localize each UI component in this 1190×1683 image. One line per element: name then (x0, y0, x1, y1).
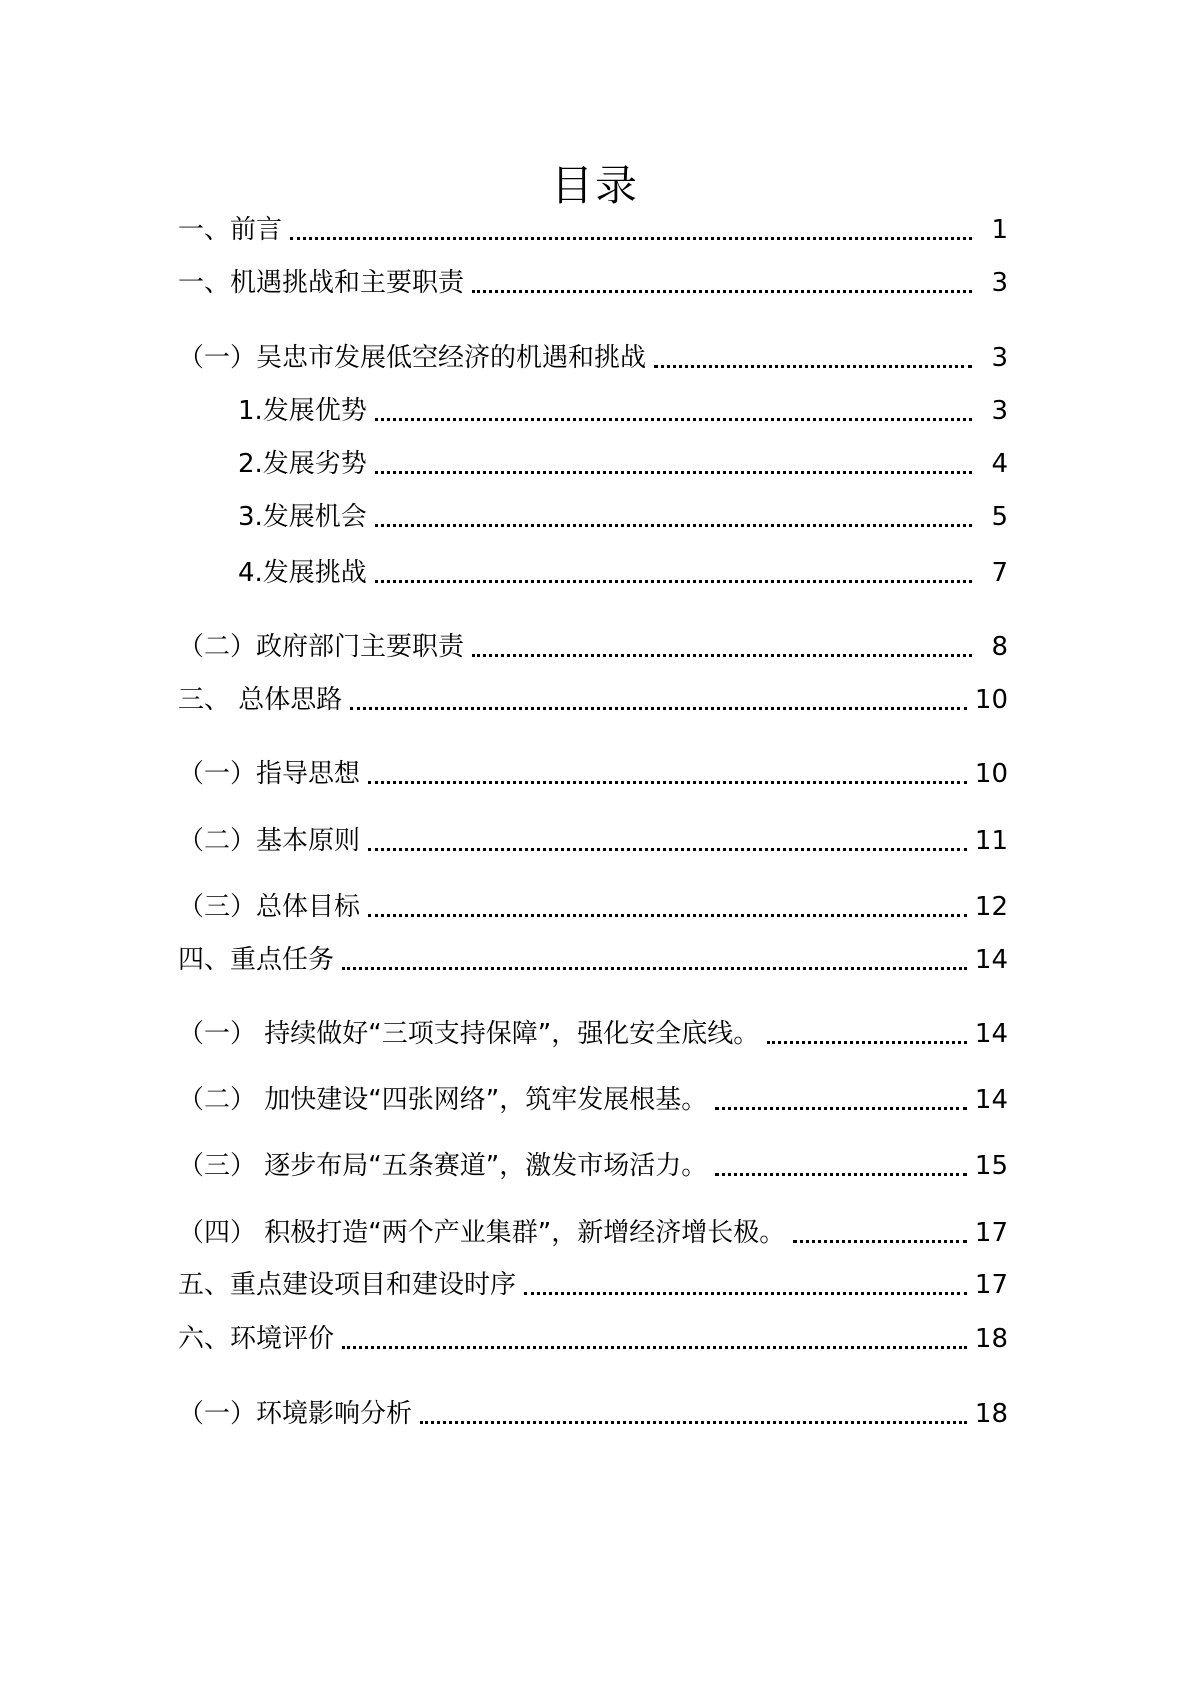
toc-leader-dots (715, 1173, 967, 1176)
toc-leader-dots (524, 1292, 967, 1295)
toc-page-number: 11 (974, 826, 1008, 856)
toc-entry-label: 1.发展优势 (238, 396, 367, 426)
toc-entry[interactable] (238, 444, 1008, 484)
toc-leader-dots (342, 1346, 967, 1349)
toc-entry[interactable] (178, 821, 1008, 861)
toc-entry-label: 一、前言 (178, 215, 283, 245)
toc-page-number: 7 (991, 558, 1008, 588)
toc-page-number: 15 (974, 1151, 1008, 1181)
toc-page-number: 14 (974, 1019, 1008, 1049)
toc-page-number: 4 (991, 449, 1008, 479)
toc-leader-dots (715, 1107, 967, 1110)
toc-entry-label: （一）吴忠市发展低空经济的机遇和挑战 (178, 343, 647, 373)
toc-entry[interactable] (178, 1265, 1008, 1305)
toc-page-number: 17 (974, 1218, 1008, 1248)
toc-entry-label: 2.发展劣势 (238, 449, 367, 479)
toc-entry[interactable] (238, 553, 1008, 593)
toc-entry-label: （一）指导思想 (178, 759, 361, 789)
toc-leader-dots (375, 471, 972, 474)
toc-leader-dots (342, 967, 967, 970)
toc-entry-label: 4.发展挑战 (238, 558, 367, 588)
toc-leader-dots (375, 418, 972, 421)
toc-entry-label: （二）基本原则 (178, 826, 361, 856)
toc-entry-label: （四） 积极打造“两个产业集群”，新增经济增长极。 (178, 1218, 786, 1248)
toc-entry[interactable] (178, 887, 1008, 927)
toc-page-number: 5 (991, 502, 1008, 532)
toc-leader-dots (793, 1240, 967, 1243)
toc-entry-label: 五、重点建设项目和建设时序 (178, 1270, 517, 1300)
toc-page-number: 12 (974, 892, 1008, 922)
toc-entry-label: （二）政府部门主要职责 (178, 632, 465, 662)
toc-leader-dots (368, 848, 967, 851)
toc-entry-label: （三）总体目标 (178, 892, 361, 922)
toc-page-number: 17 (974, 1270, 1008, 1300)
toc-leader-dots (368, 781, 967, 784)
toc-entry[interactable] (238, 497, 1008, 537)
toc-entry[interactable] (178, 1014, 1008, 1054)
toc-entry[interactable] (178, 1319, 1008, 1359)
toc-entry[interactable] (178, 1213, 1008, 1253)
toc-page-number: 18 (974, 1324, 1008, 1354)
toc-entry[interactable] (178, 940, 1008, 980)
toc-entry[interactable] (178, 680, 1008, 720)
toc-entry-label: 六、环境评价 (178, 1324, 335, 1354)
toc-leader-dots (350, 707, 967, 710)
toc-entry[interactable] (178, 754, 1008, 794)
toc-leader-dots (375, 524, 972, 527)
toc-page-number: 8 (991, 632, 1008, 662)
toc-page-number: 3 (991, 268, 1008, 298)
toc-entry[interactable] (178, 210, 1008, 250)
toc-entry[interactable] (178, 1146, 1008, 1186)
toc-entry-label: （三） 逐步布局“五条赛道”，激发市场活力。 (178, 1151, 708, 1181)
toc-entry[interactable] (178, 627, 1008, 667)
toc-page-number: 1 (991, 215, 1008, 245)
toc-page-number: 10 (974, 759, 1008, 789)
toc-leader-dots (472, 290, 972, 293)
toc-page-number: 14 (974, 1085, 1008, 1115)
toc-entry[interactable] (178, 1080, 1008, 1120)
toc-leader-dots (375, 580, 972, 583)
toc-entry-label: （一） 持续做好“三项支持保障”，强化安全底线。 (178, 1019, 760, 1049)
toc-entry-label: （一）环境影响分析 (178, 1399, 413, 1429)
toc-page-number: 18 (974, 1399, 1008, 1429)
toc-page-number: 3 (991, 396, 1008, 426)
toc-leader-dots (767, 1041, 967, 1044)
toc-leader-dots (368, 914, 967, 917)
toc-entry[interactable] (178, 1394, 1008, 1434)
toc-entry-label: 四、重点任务 (178, 945, 335, 975)
toc-entry[interactable] (238, 391, 1008, 431)
page-title: 目录 (550, 161, 639, 210)
toc-entry-label: 3.发展机会 (238, 502, 367, 532)
toc-entry-label: （二） 加快建设“四张网络”，筑牢发展根基。 (178, 1085, 708, 1115)
toc-entry-label: 一、机遇挑战和主要职责 (178, 268, 465, 298)
toc-page-number: 14 (974, 945, 1008, 975)
toc-page-number: 3 (991, 343, 1008, 373)
toc-entry-label: 三、 总体思路 (178, 685, 343, 715)
toc-leader-dots (290, 237, 972, 240)
toc-entry[interactable] (178, 338, 1008, 378)
toc-leader-dots (472, 654, 972, 657)
toc-entry[interactable] (178, 263, 1008, 303)
toc-leader-dots (654, 365, 972, 368)
toc-page-number: 10 (974, 685, 1008, 715)
toc-leader-dots (420, 1421, 967, 1424)
